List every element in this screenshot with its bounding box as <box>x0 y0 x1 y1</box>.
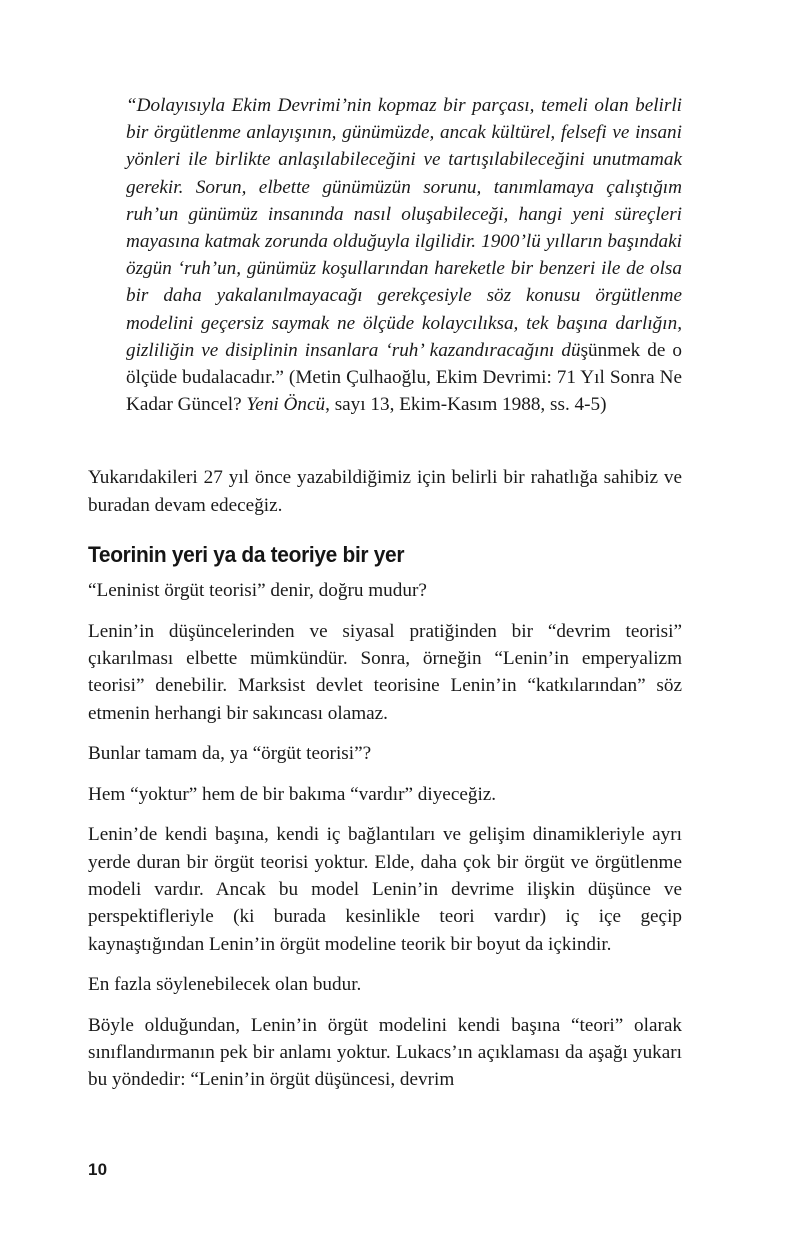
quote-segment-roman-2: , sayı 13, Ekim-Kasım 1988, ss. 4-5) <box>325 394 607 416</box>
spacer-paragraph-3 <box>88 727 682 740</box>
paragraph-8: Böyle olduğundan, Lenin’in örgüt modelini kendi başına “teori” olarak sınıflandırmanın pek bir anlamı yoktur. Lukacs’ın açıklaması da aşağı yukarı bu yöndedir: “Lenin’in örgüt düşüncesi, devrim <box>88 1014 682 1091</box>
spacer-before-heading <box>88 519 682 541</box>
page-number: 10 <box>88 1160 108 1179</box>
paragraph-7: En fazla söylenebilecek olan budur. <box>88 974 362 996</box>
paragraph-5: Hem “yoktur” hem de bir bakıma “vardır” diyeceğiz. <box>88 783 497 805</box>
spacer-after-heading <box>88 569 682 577</box>
page-content <box>88 92 682 1094</box>
paragraph-2: “Leninist örgüt teorisi” denir, doğru mudur? <box>88 580 427 602</box>
quote-segment-italic-1: “Dolayısıyla Ekim Devrimi’nin kopmaz bir parçası, temeli olan belirli bir örgütlenme anlayışının, günümüzde, ancak kültürel, felsefi ve insani yönleri ile birlikte anlaşılabileceğini ve tartışılabileceğini unutmamak gerekir. Sorun, elbette günümüzün sorunu, tanımlamaya çalıştığım ruh’un günümüz insanında nasıl oluşabileceği, hangi yeni süreçleri mayasına katmak zorunda olduğuyla ilgilidir. 1900’lü yılların başındaki özgün ‘ruh’un, günümüz koşullarından hareketle bir benzeri ile de olsa bir daha yakalanılmayacağı gerekçesiyle söz konusu örgütlenme modelini geçersiz saymak ne ölçüde kolaycılıksa, tek başına darlığın, gizliliğin ve disiplinin insanlara ‘ruh’ kazandıracağını dü <box>126 95 682 361</box>
spacer-paragraph-6 <box>88 958 682 971</box>
spacer-paragraph-7 <box>88 999 682 1012</box>
section-heading: Teorinin yeri ya da teoriye bir yer <box>88 542 405 568</box>
paragraph-4: Bunlar tamam da, ya “örgüt teorisi”? <box>88 743 372 765</box>
paragraph-1: Yukarıdakileri 27 yıl önce yazabildiğimiz için belirli bir rahatlığa sahibiz ve buradan devam edeceğiz. <box>88 467 682 516</box>
spacer-paragraph-2 <box>88 605 682 618</box>
quote-journal-title: Yeni Öncü <box>246 394 326 416</box>
paragraph-6: Lenin’de kendi başına, kendi iç bağlantıları ve gelişim dinamikleriyle ayrı yerde duran bir örgüt teorisi yoktur. Elde, daha çok bir örgüt ve örgütlenme modeli vardır. Ancak bu model Lenin’in devrime ilişkin düşünce ve perspektifleriyle (ki burada kesinlikle teori vardır) iç içe geçip kaynaştığından Lenin’in örgüt modeline teorik bir boyut da içkindir. <box>88 824 682 955</box>
spacer-after-quote <box>88 418 682 464</box>
spacer-paragraph-4 <box>88 768 682 781</box>
paragraph-3: Lenin’in düşüncelerinden ve siyasal pratiğinden bir “devrim teorisi” çıkarılması elbette mümkündür. Sonra, örneğin “Lenin’in emperyalizm teorisi” denebilir. Marksist devlet teorisine Lenin’in “katkılarından” söz etmenin herhangi bir sakıncası olamaz. <box>88 620 682 724</box>
spacer-paragraph-5 <box>88 808 682 821</box>
quote-segment-roman-1: şünmek de o ölçüde budalacadır.” (Metin Çulhaoğlu, Ekim Devrimi: 71 Yıl Sonra Ne Kadar Güncel? <box>126 339 682 416</box>
pull-quote <box>126 92 682 418</box>
